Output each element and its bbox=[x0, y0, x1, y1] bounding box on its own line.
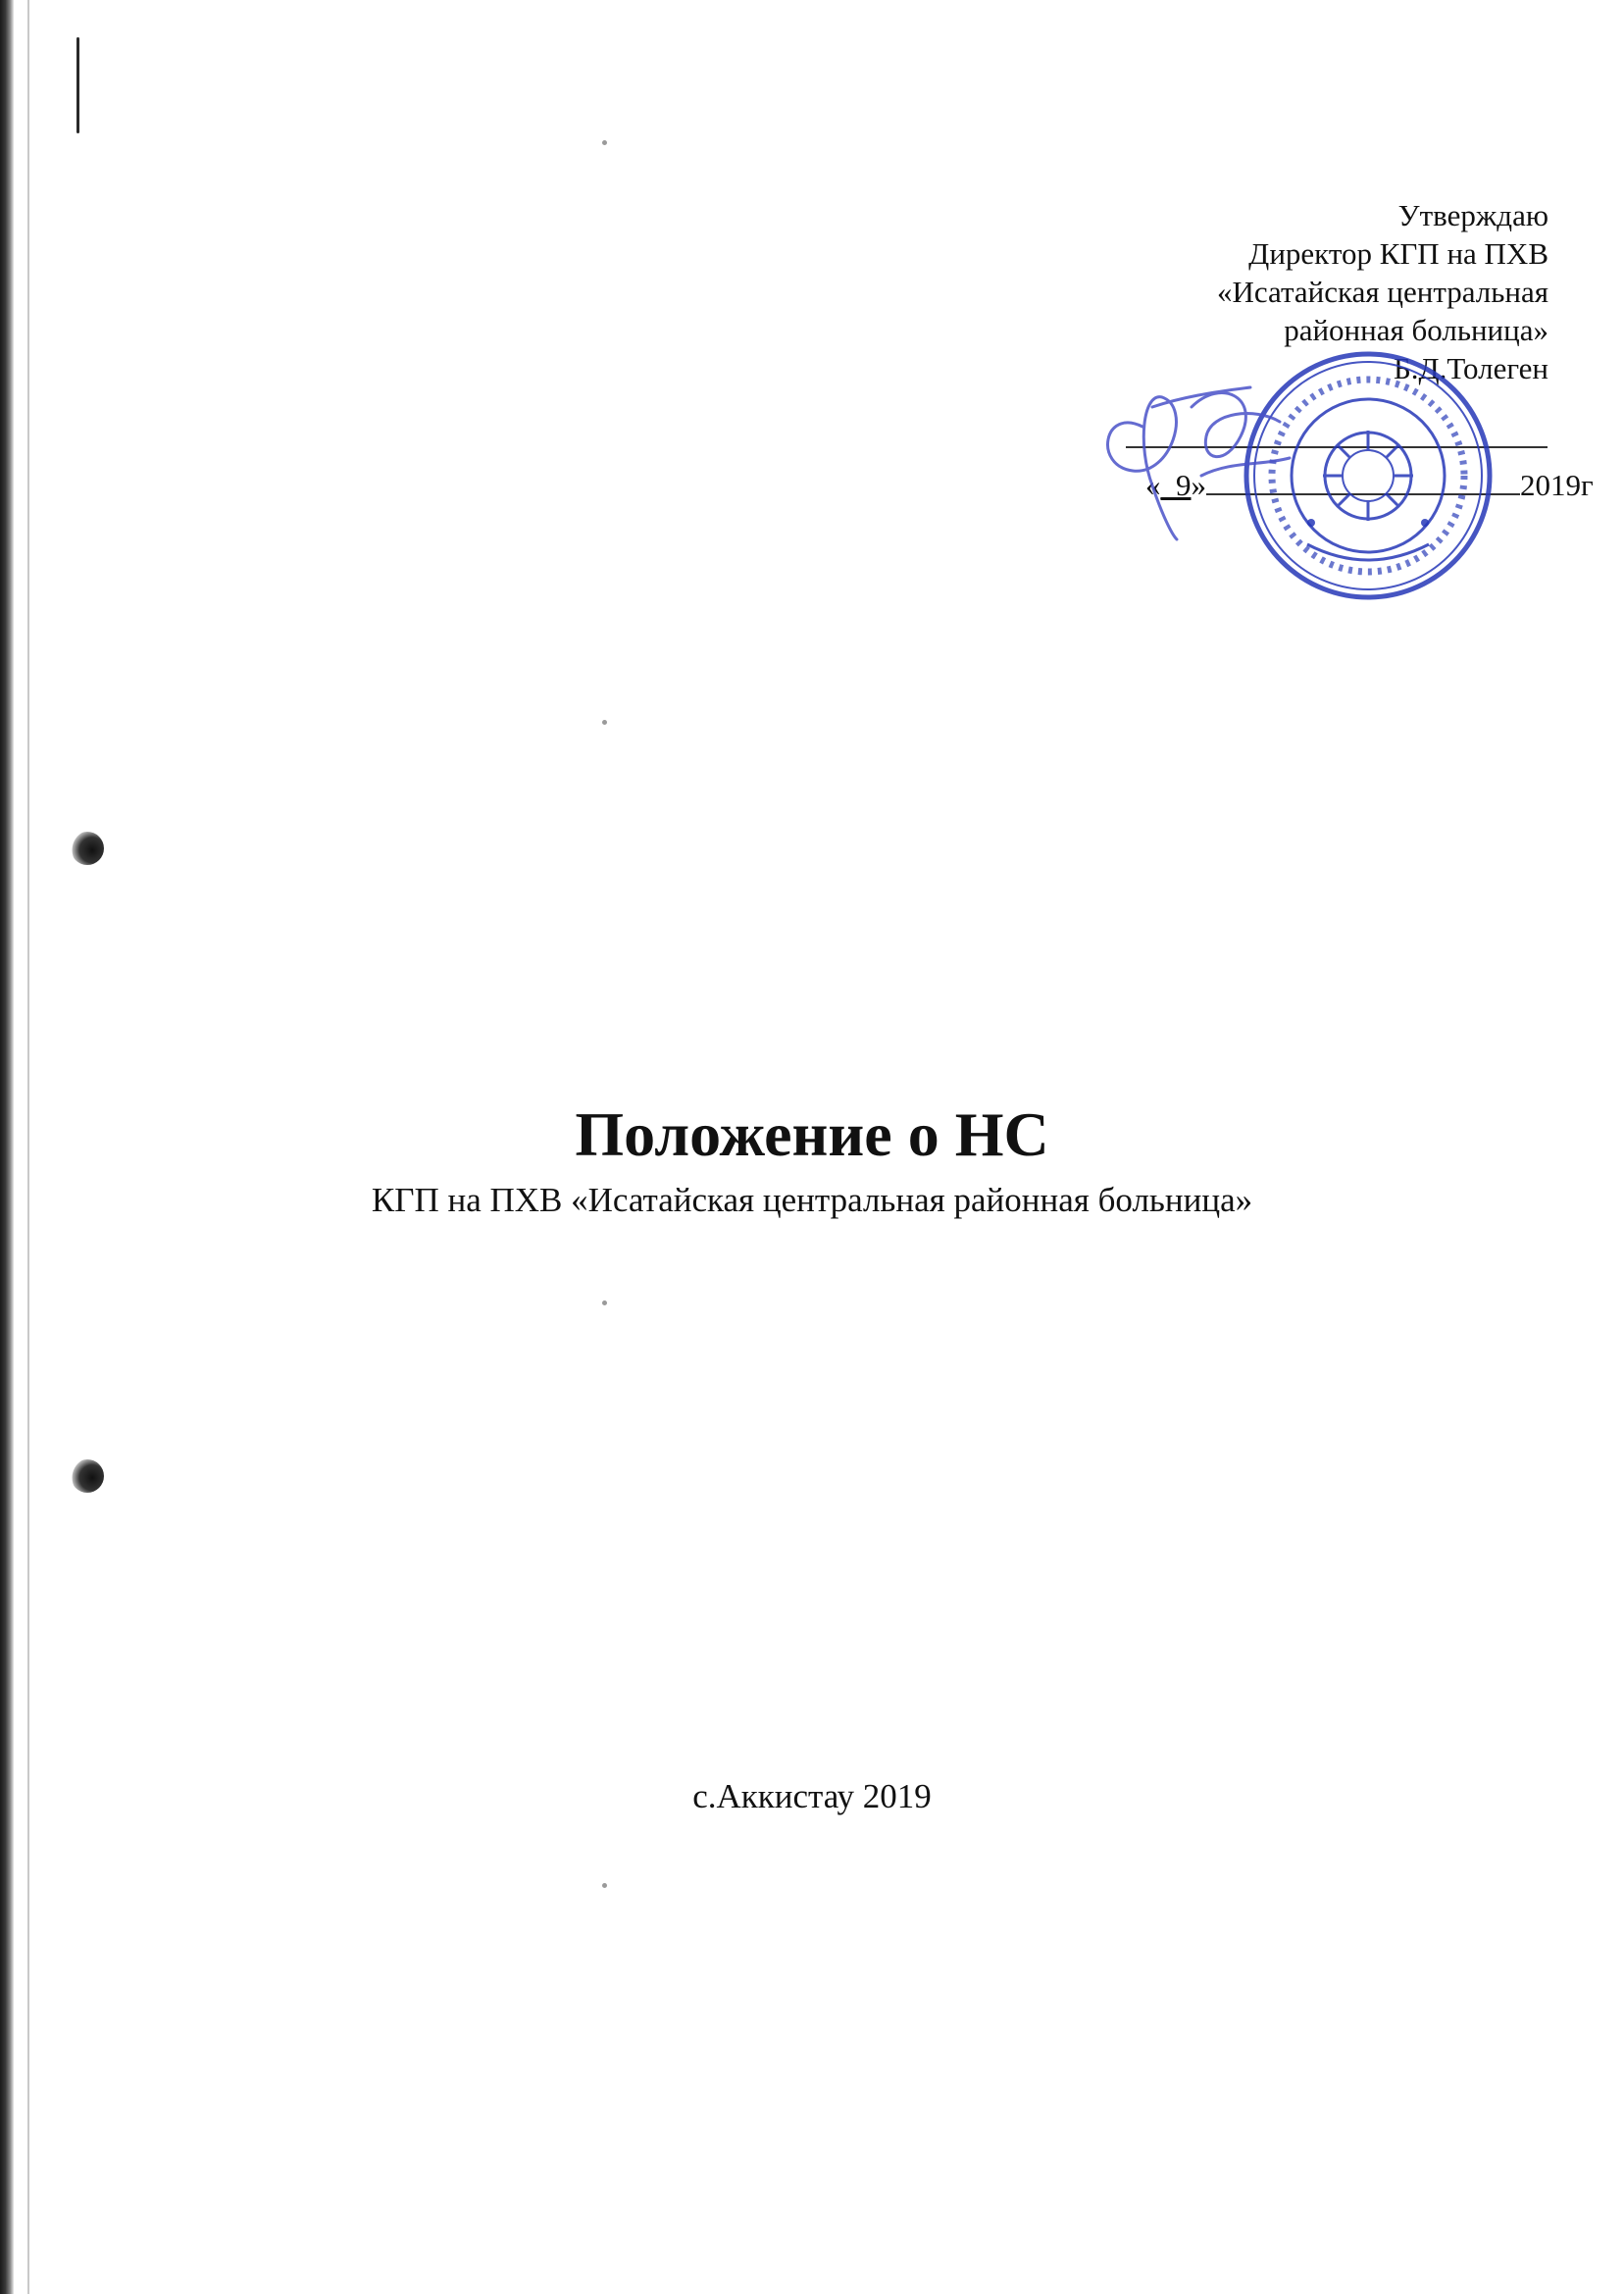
date-close-quote: » bbox=[1191, 468, 1206, 502]
scan-speck bbox=[602, 140, 607, 145]
director-signature bbox=[1084, 368, 1299, 544]
scan-speck bbox=[602, 1300, 607, 1305]
document-subtitle: КГП на ПХВ «Исатайская центральная районная больница» bbox=[371, 1181, 1253, 1219]
approval-organization-2: районная больница» bbox=[1284, 313, 1548, 347]
approval-organization-1: «Исатайская центральная bbox=[1217, 275, 1548, 309]
scan-speck bbox=[602, 720, 607, 725]
punch-hole-bottom bbox=[71, 1459, 104, 1493]
date-open-quote: « bbox=[1145, 468, 1161, 502]
date-year: 2019г bbox=[1520, 468, 1594, 502]
date-day: _9 bbox=[1160, 468, 1192, 502]
approval-heading: Утверждаю bbox=[1397, 198, 1548, 232]
approval-position: Директор КГП на ПХВ bbox=[1248, 236, 1548, 271]
place-and-year: с.Аккистау 2019 bbox=[692, 1777, 932, 1815]
scan-mark bbox=[76, 37, 79, 133]
approval-director-name: Б.Д.Толеген bbox=[1393, 351, 1548, 385]
document-title: Положение о НС bbox=[575, 1099, 1049, 1169]
punch-hole-top bbox=[71, 832, 104, 865]
scan-speck bbox=[602, 1883, 607, 1888]
